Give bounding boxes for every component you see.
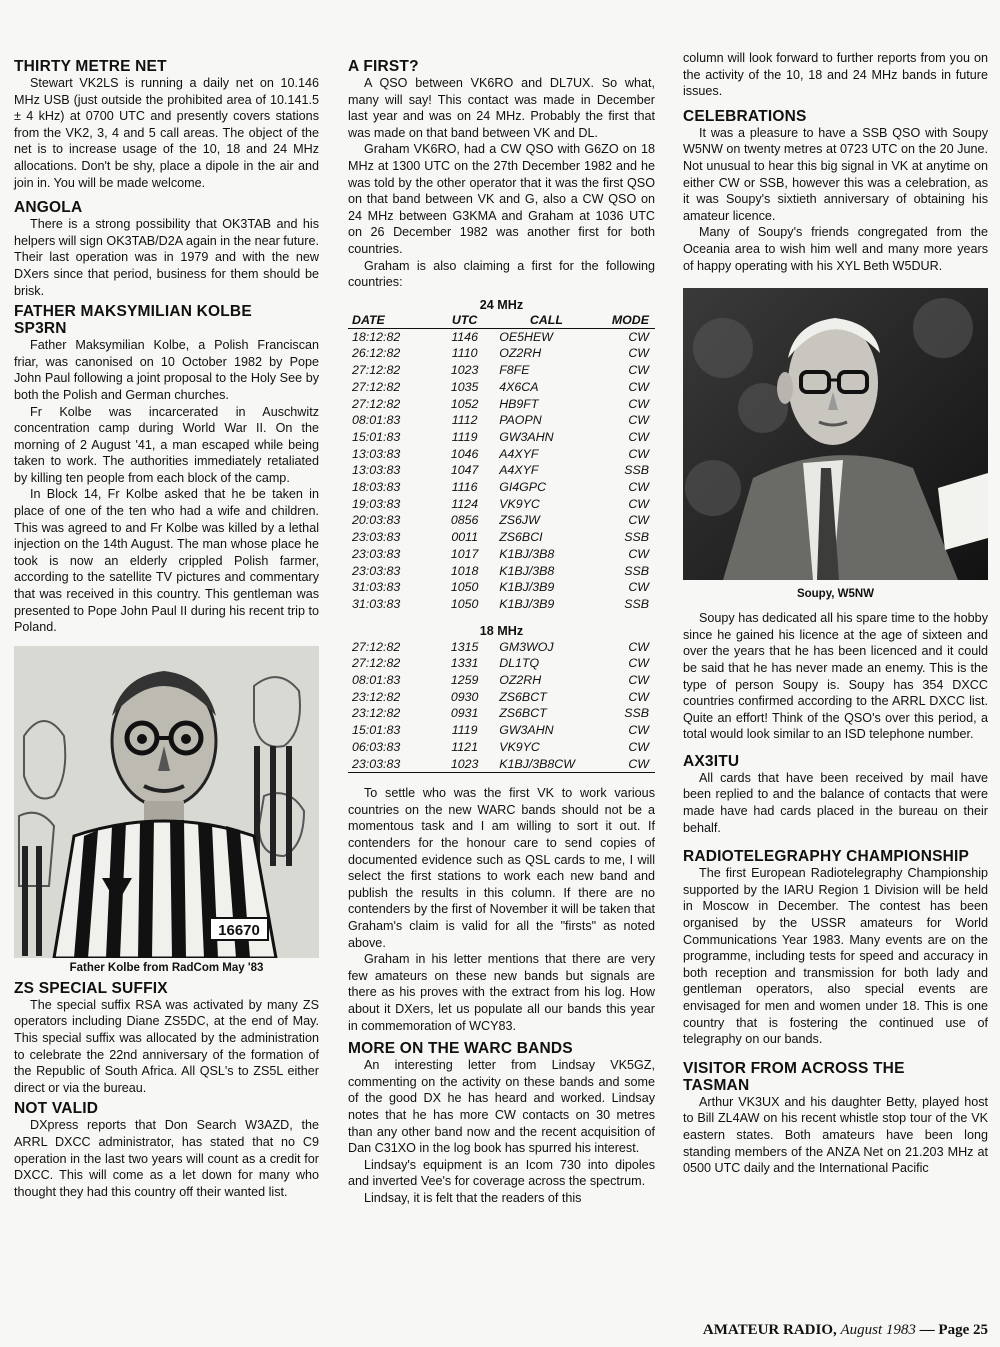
utc-cell: 1119	[451, 723, 478, 738]
mode-cell: CW	[628, 429, 649, 444]
table-row	[348, 362, 655, 379]
mode-cell: CW	[628, 346, 649, 361]
date-cell: 15:01:83	[352, 429, 401, 444]
kolbe-portrait-figure	[14, 646, 319, 958]
utc-cell: 1119	[451, 429, 478, 444]
mode-cell: CW	[628, 639, 649, 654]
utc-cell: 1047	[450, 463, 479, 478]
table-header-row	[348, 313, 655, 329]
date-cell: 27:12:82	[352, 396, 401, 411]
mode-cell: CW	[628, 546, 649, 561]
call-cell: ZS6BCT	[499, 689, 547, 704]
column-2	[348, 58, 655, 1207]
call-cell: 4X6CA	[499, 379, 539, 394]
date-cell: 27:12:82	[352, 639, 401, 654]
heading-visitor-tasman: VISITOR FROM ACROSS THE TASMAN	[683, 1059, 905, 1094]
call-cell: K1BJ/3B8	[499, 546, 555, 561]
mode-cell: CW	[628, 396, 649, 411]
paragraph: DXpress reports that Don Search W3AZD, the ARRL DXCC administrator, has stated that no C9 operation in the last two years will count as a credit for DXCC. This will come as a let down for many who thought they had this country off their wanted list.	[14, 1118, 319, 1199]
col-header-mode: MODE	[594, 313, 655, 329]
table-row	[348, 579, 655, 596]
table-row	[348, 396, 655, 413]
utc-cell: 0856	[450, 513, 479, 528]
paragraph: Graham is also claiming a first for the following countries:	[348, 258, 655, 290]
call-cell: GI4GPC	[499, 480, 547, 495]
call-cell: A4XYF	[499, 463, 539, 478]
mode-cell: CW	[628, 446, 649, 461]
date-cell: 06:03:83	[352, 739, 401, 754]
mode-cell: CW	[628, 379, 649, 394]
date-cell: 31:03:83	[352, 580, 401, 595]
table-row	[348, 379, 655, 396]
paragraph: All cards that have been received by mail have been replied to and the balance of contacts that were made have had cards placed in the bureau on their behalf.	[683, 770, 988, 835]
utc-cell: 1331	[450, 656, 479, 671]
call-cell: K1BJ/3B8	[499, 563, 555, 578]
heading-father-kolbe: FATHER MAKSYMILIAN KOLBE SP3RN	[14, 303, 252, 338]
col-header-date: DATE	[348, 313, 440, 329]
kolbe-portrait-image	[14, 646, 319, 958]
paragraph: Lindsay, it is felt that the readers of this	[364, 1190, 582, 1205]
call-cell: OE5HEW	[499, 329, 553, 344]
mode-cell: SSB	[624, 530, 649, 545]
heading-ax3itu: AX3ITU	[683, 752, 740, 770]
paragraph: Many of Soupy's friends congregated from the Oceania area to wish him well and many more years of happy operating with his XYL Beth W5DUR.	[683, 225, 988, 273]
paragraph: Lindsay's equipment is an Icom 730 into dipoles and inverted Vee's for coverage across the spectrum.	[348, 1157, 655, 1189]
mode-cell: CW	[628, 656, 649, 671]
paragraph: column will look forward to further reports from you on the activity of the 10, 18 and 24 MHz bands in future issues.	[683, 51, 988, 99]
date-cell: 18:03:83	[352, 480, 401, 495]
table-row	[348, 328, 655, 345]
mode-cell: CW	[628, 329, 649, 344]
paragraph: There is a strong possibility that OK3TAB and his helpers will sign OK3TAB/D2A again in the near future. Their last operation was in 1979 and with the new DXers since that period, business for them should be brisk.	[14, 217, 319, 298]
table-row	[348, 655, 655, 672]
utc-cell: 1046	[450, 446, 479, 461]
call-cell: ZS6JW	[499, 513, 540, 528]
date-cell: 23:03:83	[352, 546, 401, 561]
utc-cell: 1052	[450, 396, 479, 411]
utc-cell: 1023	[450, 756, 479, 771]
mode-cell: SSB	[624, 596, 649, 611]
date-cell: 15:01:83	[352, 723, 401, 738]
heading-not-valid: NOT VALID	[14, 1100, 99, 1118]
paragraph: Stewart VK2LS is running a daily net on 10.146 MHz USB (just outside the prohibited area of 10.141.5 ± 4 kHz) at 0700 UTC and presently covers stations from the VK2, 3, 4 and 5 call areas. The object of the net is to increase usage of the 10, 18 and 24 MHz allocations. Don't be shy, place a dipole in the air and join in. You will be made welcome.	[14, 76, 319, 190]
qso-table-24mhz	[348, 313, 655, 613]
utc-cell: 1146	[451, 329, 478, 344]
kolbe-caption: Father Kolbe from RadCom May '83	[69, 961, 264, 974]
call-cell: VK9YC	[499, 496, 540, 511]
call-cell: HB9FT	[499, 396, 539, 411]
table-row	[348, 462, 655, 479]
table-row	[348, 345, 655, 362]
band-24mhz-title: 24 MHz	[479, 297, 524, 312]
table-row	[348, 412, 655, 429]
paragraph: It was a pleasure to have a SSB QSO with Soupy W5NW on twenty metres at 0723 UTC on the 20 June. Not unusual to hear this big signal in VK at anytime on either CW or SSB, however this was a celebration, as it was Soupy's sixtieth anniversary of obtaining his amateur licence.	[683, 125, 988, 223]
table-row	[348, 672, 655, 689]
table-bottom-rule	[348, 772, 655, 773]
footer-magazine: AMATEUR RADIO,	[702, 1322, 837, 1338]
date-cell: 27:12:82	[352, 363, 401, 378]
date-cell: 23:12:82	[352, 689, 401, 704]
soupy-caption: Soupy, W5NW	[796, 588, 875, 601]
paragraph: Father Maksymilian Kolbe, a Polish Franciscan friar, was canonised on 10 October 1982 by Pope John Paul following a joint proposal to the Holy See by both the Polish and German churches.	[14, 338, 319, 402]
call-cell: K1BJ/3B9	[499, 580, 555, 595]
utc-cell: 0930	[450, 689, 479, 704]
soupy-photo-image	[683, 288, 988, 580]
date-cell: 13:03:83	[352, 446, 401, 461]
utc-cell: 1035	[450, 379, 479, 394]
call-cell: GW3AHN	[499, 429, 554, 444]
date-cell: 26:12:82	[352, 346, 401, 361]
paragraph: Arthur VK3UX and his daughter Betty, played host to Bill ZL4AW on his recent whistle stop tour of the VK eastern states. Both amateurs have been long standing members of the ANZA Net on 21.203 MHz at 0500 UTC daily and the International Pacific	[683, 1094, 988, 1176]
utc-cell: 1124	[451, 496, 478, 511]
date-cell: 27:12:82	[352, 379, 401, 394]
page-footer	[703, 1322, 988, 1339]
mode-cell: SSB	[624, 706, 649, 721]
date-cell: 13:03:83	[352, 463, 401, 478]
utc-cell: 1050	[450, 580, 479, 595]
heading-radiotelegraphy-championship: RADIOTELEGRAPHY CHAMPIONSHIP	[683, 848, 970, 866]
utc-cell: 0011	[451, 530, 478, 545]
paragraph: Graham VK6RO, had a CW QSO with G6ZO on 18 MHz at 1300 UTC on the 27th December 1982 and he was told by the other operator that it was the first QSO on that band between VK and G, also a CW QSO on 24 MHz between G3KMA and Graham at 1036 UTC on 26 December 1982 was another first for both countries.	[348, 142, 655, 256]
utc-cell: 1112	[451, 413, 478, 428]
table-row	[348, 705, 655, 722]
footer-page-number: — Page 25	[919, 1322, 988, 1338]
mode-cell: CW	[628, 756, 649, 771]
heading-zs-special-suffix: ZS SPECIAL SUFFIX	[14, 979, 168, 997]
mode-cell: CW	[628, 580, 649, 595]
table-row	[348, 496, 655, 513]
mode-cell: SSB	[624, 463, 649, 478]
band-18mhz-title: 18 MHz	[479, 623, 524, 638]
table-row	[348, 512, 655, 529]
call-cell: GM3WOJ	[499, 639, 554, 654]
mode-cell: CW	[628, 480, 649, 495]
qso-table-24mhz-body	[348, 328, 655, 612]
table-row	[348, 563, 655, 580]
table-row	[348, 429, 655, 446]
utc-cell: 1116	[451, 480, 478, 495]
date-cell: 23:03:83	[352, 563, 401, 578]
date-cell: 23:03:83	[352, 756, 401, 771]
mode-cell: CW	[628, 739, 649, 754]
call-cell: ZS6BCT	[499, 706, 547, 721]
prisoner-number: 16670	[218, 921, 260, 939]
paragraph: The first European Radiotelegraphy Championship supported by the IARU Region 1 Division will be held in Moscow in December. The contest has been organised by the USSR amateurs for World Communications Year 1983. Many events are on the programme, including tests for speed and accuracy in both reception and transmission for both lady and gentleman operators, also special events are envisaged for men and women under 18. This is one country that is fostering the continued use of telegraphy on our bands.	[683, 866, 988, 1047]
table-row	[348, 529, 655, 546]
heading-more-on-warc-bands: MORE ON THE WARC BANDS	[348, 1040, 573, 1058]
date-cell: 18:12:82	[352, 329, 401, 344]
date-cell: 27:12:82	[352, 656, 401, 671]
date-cell: 08:01:83	[352, 413, 401, 428]
date-cell: 20:03:83	[352, 513, 401, 528]
call-cell: F8FE	[499, 363, 530, 378]
qso-table-18mhz-body	[348, 639, 655, 773]
mode-cell: CW	[628, 673, 649, 688]
call-cell: K1BJ/3B9	[499, 596, 555, 611]
table-row	[348, 756, 655, 773]
col-header-call: CALL	[489, 313, 593, 329]
table-row	[348, 739, 655, 756]
column-1	[14, 58, 319, 1200]
date-cell: 23:03:83	[352, 530, 401, 545]
mode-cell: CW	[628, 723, 649, 738]
col-header-utc: UTC	[440, 313, 489, 329]
mode-cell: CW	[628, 413, 649, 428]
table-row	[348, 546, 655, 563]
call-cell: DL1TQ	[499, 656, 540, 671]
call-cell: GW3AHN	[499, 723, 554, 738]
table-row	[348, 596, 655, 613]
utc-cell: 1259	[450, 673, 479, 688]
heading-a-first: A FIRST?	[348, 58, 419, 75]
paragraph: A QSO between VK6RO and DL7UX. So what, many will say! This contact was made in December last year and was on 24 MHz. Probably the first that was made on that band between VK and DL.	[348, 76, 655, 140]
utc-cell: 1315	[450, 639, 479, 654]
call-cell: ZS6BCI	[499, 530, 543, 545]
date-cell: 08:01:83	[352, 673, 401, 688]
heading-thirty-metre-net: THIRTY METRE NET	[14, 58, 167, 75]
table-row	[348, 689, 655, 706]
utc-cell: 1018	[450, 563, 479, 578]
utc-cell: 1017	[450, 546, 479, 561]
paragraph: Fr Kolbe was incarcerated in Auschwitz concentration camp during World War II. On the morning of 2 August '41, a man escaped while being taken to work. The authorities immediately retaliated by killing ten people from each block of the camp.	[14, 404, 319, 485]
date-cell: 23:12:82	[352, 706, 401, 721]
utc-cell: 0931	[450, 706, 479, 721]
utc-cell: 1121	[451, 739, 478, 754]
column-3	[683, 50, 988, 1177]
call-cell: K1BJ/3B8CW	[499, 756, 575, 771]
paragraph: Soupy has dedicated all his spare time to the hobby since he gained his licence at the age of sixteen and over the years that he has been licenced and it could be said that he has never made an enemy. This is the type of person Soupy is. Soupy has 354 DXCC countries confirmed according to the ARRL DXCC list. Quite an effort! Think of the QSO's over this period, a total would look similar to an ISD telephone number.	[683, 611, 988, 742]
utc-cell: 1050	[450, 596, 479, 611]
mode-cell: CW	[628, 689, 649, 704]
call-cell: OZ2RH	[499, 346, 542, 361]
mode-cell: CW	[628, 363, 649, 378]
table-row	[348, 639, 655, 656]
call-cell: VK9YC	[499, 739, 540, 754]
paragraph: The special suffix RSA was activated by many ZS operators including Diane ZS5DC, at the end of May. This special suffix was allocated by the administration to celebrate the 22nd anniversary of the formation of the Republic of South Africa. All QSL's to ZS5L either direct or via the bureau.	[14, 997, 319, 1095]
paragraph: To settle who was the first VK to work various countries on the new WARC bands should not be a momentous task and I am willing to sort it out. If contenders for the honour care to send copies of documented evidence such as QSL cards to me, I will select the first stations to work each new band and publish the results in this column. If there are no contenders by the first of November it will be taken that Graham's claim is valid for all the "firsts" as noted above.	[348, 786, 655, 950]
paragraph: In Block 14, Fr Kolbe asked that he be taken in place of one of the ten who had a wife and children. This was agreed to and Fr Kolbe was killed by a lethal injection on the 14th August. The man whose place he took is now an elderly crippled Polish farmer, according to the satellite TV pictures and commentary that was received in this country. This gentleman was presented to Pope John Paul II during his recent trip to Poland.	[14, 487, 319, 635]
table-row	[348, 446, 655, 463]
heading-angola: ANGOLA	[14, 199, 83, 217]
call-cell: OZ2RH	[499, 673, 542, 688]
footer-date: August 1983	[840, 1322, 916, 1338]
paragraph: An interesting letter from Lindsay VK5GZ, commenting on the activity on these bands and some of the good DX he has heard and worked. Lindsay notes that he has more CW contacts on 30 metres than any other band now and the recent acquisition of Dan C31XO in the log book has spurred his interest.	[348, 1058, 655, 1156]
call-cell: A4XYF	[499, 446, 539, 461]
heading-celebrations: CELEBRATIONS	[683, 107, 807, 125]
call-cell: PAOPN	[499, 413, 542, 428]
date-cell: 31:03:83	[352, 596, 401, 611]
paragraph: Graham in his letter mentions that there are very few amateurs on these new bands but signals are there as his proves with the extract from his log. How about it DXers, let us populate all our bands this year in commemoration of WCY83.	[348, 952, 655, 1033]
mode-cell: CW	[628, 496, 649, 511]
utc-cell: 1023	[450, 363, 479, 378]
date-cell: 19:03:83	[352, 496, 401, 511]
table-row	[348, 722, 655, 739]
mode-cell: CW	[628, 513, 649, 528]
soupy-photo-figure	[683, 288, 988, 580]
qso-table-18mhz	[348, 639, 655, 773]
mode-cell: SSB	[624, 563, 649, 578]
table-row	[348, 479, 655, 496]
utc-cell: 1110	[451, 346, 478, 361]
